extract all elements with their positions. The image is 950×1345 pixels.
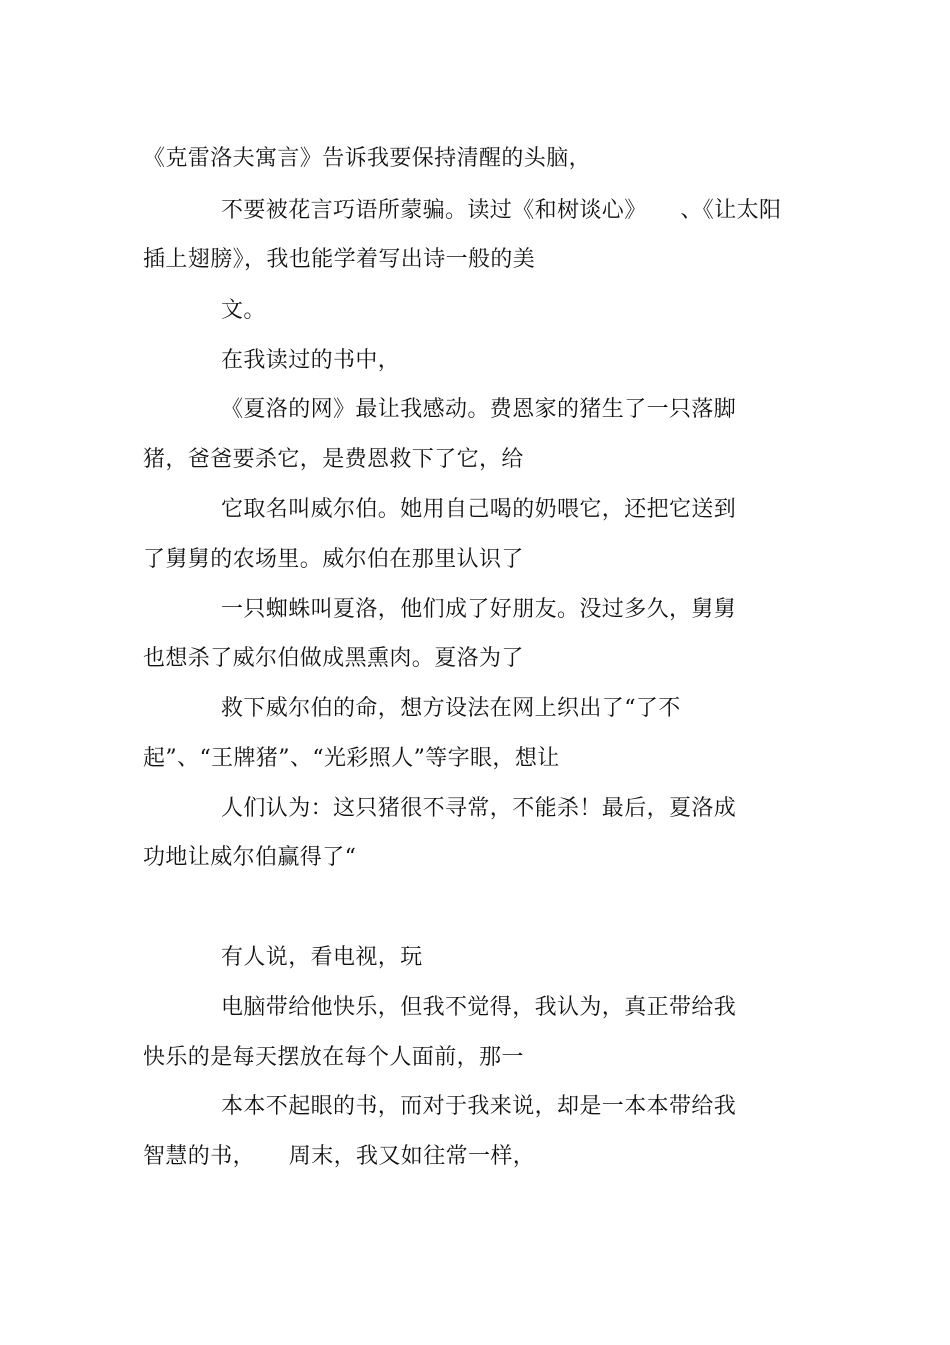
text-line: 了舅舅的农场里。威尔伯在那里认识了 [143,547,524,572]
text-line: 有人说，看电视，玩 [221,945,423,970]
text-line: 一只蜘蛛叫夏洛，他们成了好朋友。没过多久，舅舅 [221,597,737,622]
text-line: 《克雷洛夫寓言》告诉我要保持清醒的头脑， [143,146,592,171]
text-line: 不要被花言巧语所蒙骗。读过《和树谈心》 、《让太阳 [221,198,782,223]
text-line: 起”、“王牌猪”、“光彩照人”等字眼，想让 [143,746,560,771]
text-line: 救下威尔伯的命，想方设法在网上织出了“了不 [221,696,681,721]
text-line: 快乐的是每天摆放在每个人面前，那一 [143,1045,524,1070]
text-line: 它取名叫威尔伯。她用自己喝的奶喂它，还把它送到 [221,497,737,522]
text-line: 文。 [221,298,266,323]
text-line: 功地让威尔伯赢得了“ [143,845,357,870]
text-line: 本本不起眼的书，而对于我来说，却是一本本带给我 [221,1094,737,1119]
text-line: 也想杀了威尔伯做成黑熏肉。夏洛为了 [143,646,524,671]
text-line: 在我读过的书中， [221,348,401,373]
text-line: 智慧的书， 周末，我又如往常一样， [143,1144,536,1169]
text-line: 《夏洛的网》最让我感动。费恩家的猪生了一只落脚 [221,397,737,422]
text-line: 插上翅膀》，我也能学着写出诗一般的美 [143,247,536,272]
text-line: 人们认为：这只猪很不寻常，不能杀！最后，夏洛成 [221,796,737,821]
text-line: 电脑带给他快乐，但我不觉得，我认为，真正带给我 [221,995,737,1020]
text-line: 猪，爸爸要杀它，是费恩救下了它，给 [143,447,524,472]
